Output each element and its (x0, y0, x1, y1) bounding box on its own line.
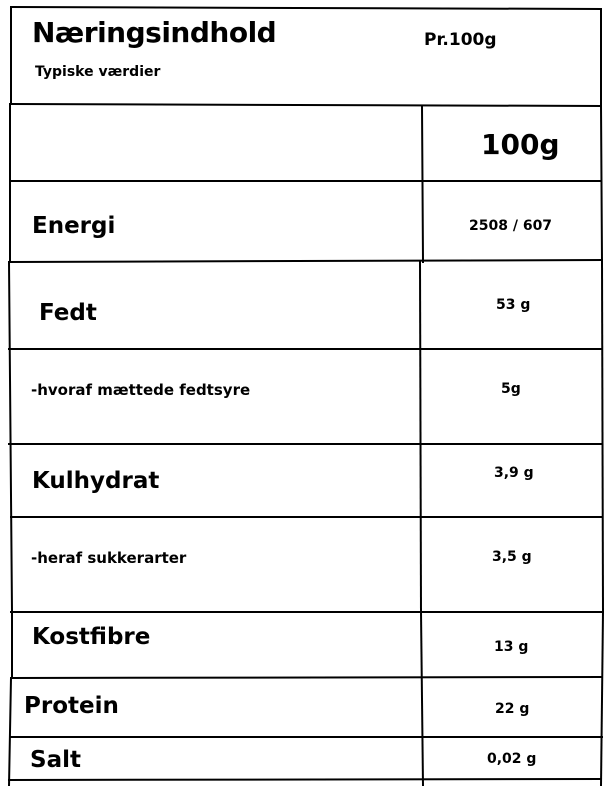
row-label-fedt: Fedt (39, 300, 97, 326)
row-label-maettede-fedtsyre: -hvoraf mættede fedtsyre (31, 381, 251, 399)
subtitle: Typiske værdier (35, 64, 161, 80)
row-value-maettede-fedtsyre: 5g (501, 381, 521, 397)
row-label-protein: Protein (24, 693, 119, 719)
row-value-sukkerarter: 3,5 g (492, 549, 532, 565)
row-value-kostfibre: 13 g (494, 639, 529, 655)
per-amount-label: Pr.100g (424, 30, 497, 50)
row-label-energi: Energi (32, 213, 116, 239)
row-label-sukkerarter: -heraf sukkerarter (31, 549, 187, 567)
row-value-fedt: 53 g (496, 297, 531, 313)
row-value-kulhydrat: 3,9 g (494, 465, 534, 481)
row-label-salt: Salt (30, 747, 81, 773)
row-value-protein: 22 g (495, 701, 530, 717)
column-header-100g: 100g (481, 128, 560, 161)
row-label-kulhydrat: Kulhydrat (32, 468, 160, 494)
row-value-salt: 0,02 g (487, 751, 537, 767)
row-value-energi: 2508 / 607 (469, 218, 553, 234)
page-title: Næringsindhold (32, 16, 277, 49)
row-label-kostfibre: Kostfibre (32, 624, 151, 650)
